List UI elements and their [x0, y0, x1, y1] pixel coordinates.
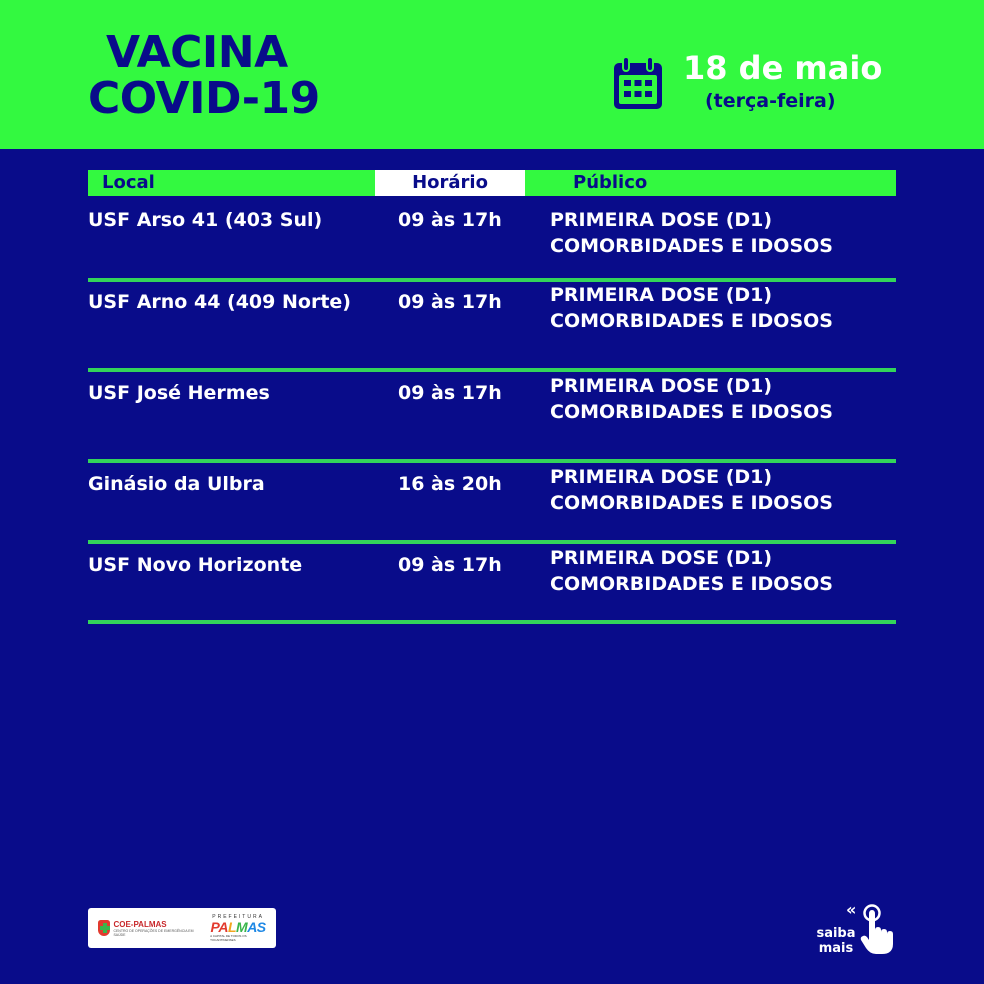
- saiba-line: saiba: [816, 926, 856, 941]
- weekday-text: (terça-feira): [705, 90, 836, 112]
- tap-hand-icon: [860, 902, 896, 956]
- title-line-2: COVID-19: [88, 73, 320, 124]
- palmas-wordmark: PALMAS: [210, 919, 266, 935]
- cell-horario: 09 às 17h: [398, 382, 502, 404]
- cell-publico: [550, 545, 833, 597]
- saiba-mais-label: [816, 926, 856, 956]
- shield-cross-icon: [98, 920, 110, 936]
- coe-name: COE-PALMAS: [113, 919, 167, 929]
- publico-line-2: COMORBIDADES E IDOSOS: [550, 310, 833, 332]
- mais-line: mais: [818, 941, 854, 956]
- cell-horario: 09 às 17h: [398, 291, 502, 313]
- saiba-mais-button[interactable]: [816, 900, 900, 960]
- cell-local: USF Arso 41 (403 Sul): [88, 209, 323, 231]
- row-divider: [88, 620, 896, 624]
- coe-palmas-logo: [98, 920, 196, 937]
- cell-horario: 16 às 20h: [398, 473, 502, 495]
- cell-local: Ginásio da Ulbra: [88, 473, 265, 495]
- prefeitura-slogan: A CAPITAL DE TODOS OS TOCANTINENSES: [210, 934, 247, 942]
- table-header: [88, 170, 896, 196]
- publico-line-2: COMORBIDADES E IDOSOS: [550, 401, 833, 423]
- prefeitura-label: PREFEITURA: [212, 914, 264, 920]
- column-header-publico: Público: [573, 172, 648, 193]
- cell-publico: [550, 282, 833, 334]
- row-divider: [88, 540, 896, 544]
- publico-line-1: PRIMEIRA DOSE (D1): [550, 284, 773, 306]
- prefeitura-palmas-logo: [210, 914, 266, 942]
- cell-local: USF Arno 44 (409 Norte): [88, 291, 351, 313]
- publico-line-2: COMORBIDADES E IDOSOS: [550, 235, 833, 257]
- column-header-horario: Horário: [375, 170, 525, 196]
- publico-line-1: PRIMEIRA DOSE (D1): [550, 466, 773, 488]
- cell-local: USF José Hermes: [88, 382, 270, 404]
- cell-publico: [550, 207, 833, 259]
- cell-horario: 09 às 17h: [398, 554, 502, 576]
- header-banner: [0, 0, 984, 149]
- logos-panel: [88, 908, 276, 948]
- double-chevron-left-icon: «: [846, 900, 857, 919]
- publico-line-2: COMORBIDADES E IDOSOS: [550, 492, 833, 514]
- page-title: [88, 27, 320, 124]
- row-divider: [88, 368, 896, 372]
- coe-subtitle: CENTRO DE OPERAÇÕES DE EMERGÊNCIA EM SAÚDE: [113, 928, 194, 937]
- publico-line-1: PRIMEIRA DOSE (D1): [550, 375, 773, 397]
- row-divider: [88, 459, 896, 463]
- cell-horario: 09 às 17h: [398, 209, 502, 231]
- calendar-icon: [612, 55, 664, 111]
- publico-line-2: COMORBIDADES E IDOSOS: [550, 573, 833, 595]
- cell-publico: [550, 373, 833, 425]
- date-text: 18 de maio: [683, 49, 883, 87]
- cell-publico: [550, 464, 833, 516]
- publico-line-1: PRIMEIRA DOSE (D1): [550, 547, 773, 569]
- title-line-1: VACINA: [106, 27, 288, 78]
- cell-local: USF Novo Horizonte: [88, 554, 303, 576]
- publico-line-1: PRIMEIRA DOSE (D1): [550, 209, 773, 231]
- column-header-local: Local: [102, 172, 155, 193]
